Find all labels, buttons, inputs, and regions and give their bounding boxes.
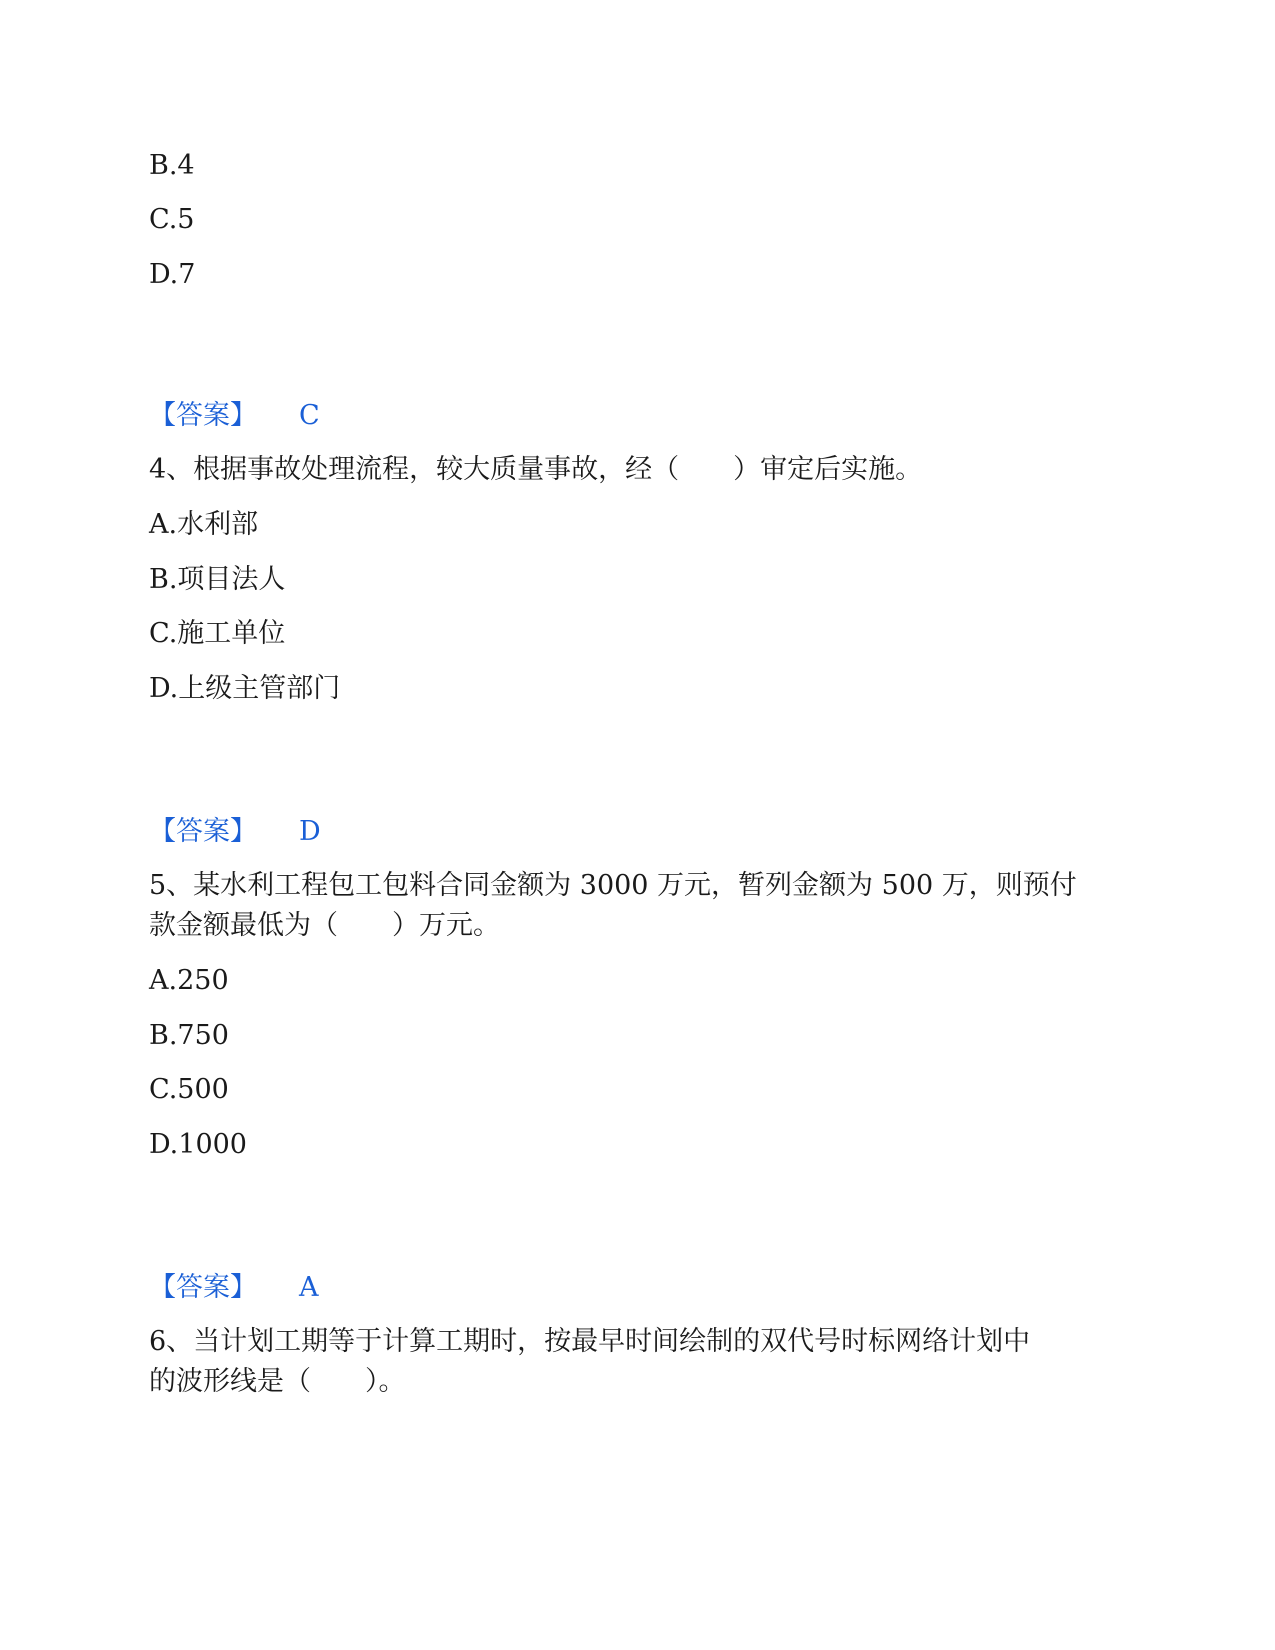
q5-option-a: A.250 xyxy=(149,965,229,996)
q5-option-d: D.1000 xyxy=(149,1129,247,1160)
q6-stem-line2: 的波形线是（ ）。 xyxy=(149,1366,406,1397)
q4-option-c: C.施工单位 xyxy=(149,618,286,649)
q4-option-a: A.水利部 xyxy=(149,509,259,540)
q3-option-b: B.4 xyxy=(149,150,195,181)
answer-value: A xyxy=(299,1272,319,1303)
q3-option-d: D.7 xyxy=(149,259,196,290)
q6-stem-line1: 6、当计划工期等于计算工期时，按最早时间绘制的双代号时标网络计划中 xyxy=(149,1326,1031,1357)
answer-value: D xyxy=(299,816,321,847)
q3-option-c: C.5 xyxy=(149,204,195,235)
answer-label: 【答案】 xyxy=(149,400,257,431)
answer-label: 【答案】 xyxy=(149,816,257,847)
q4-stem: 4、根据事故处理流程，较大质量事故，经（ ）审定后实施。 xyxy=(149,454,923,485)
q3-answer xyxy=(149,396,320,436)
q5-option-c: C.500 xyxy=(149,1074,229,1105)
q4-option-d: D.上级主管部门 xyxy=(149,673,341,704)
q5-stem-line1: 5、某水利工程包工包料合同金额为 3000 万元，暂列金额为 500 万，则预付 xyxy=(149,870,1077,901)
q4-option-b: B.项目法人 xyxy=(149,564,286,595)
q5-option-b: B.750 xyxy=(149,1020,229,1051)
q5-stem-line2: 款金额最低为（ ）万元。 xyxy=(149,910,500,941)
answer-value: C xyxy=(299,400,320,431)
answer-label: 【答案】 xyxy=(149,1272,257,1303)
q5-answer xyxy=(149,1268,319,1308)
q4-answer xyxy=(149,812,321,852)
